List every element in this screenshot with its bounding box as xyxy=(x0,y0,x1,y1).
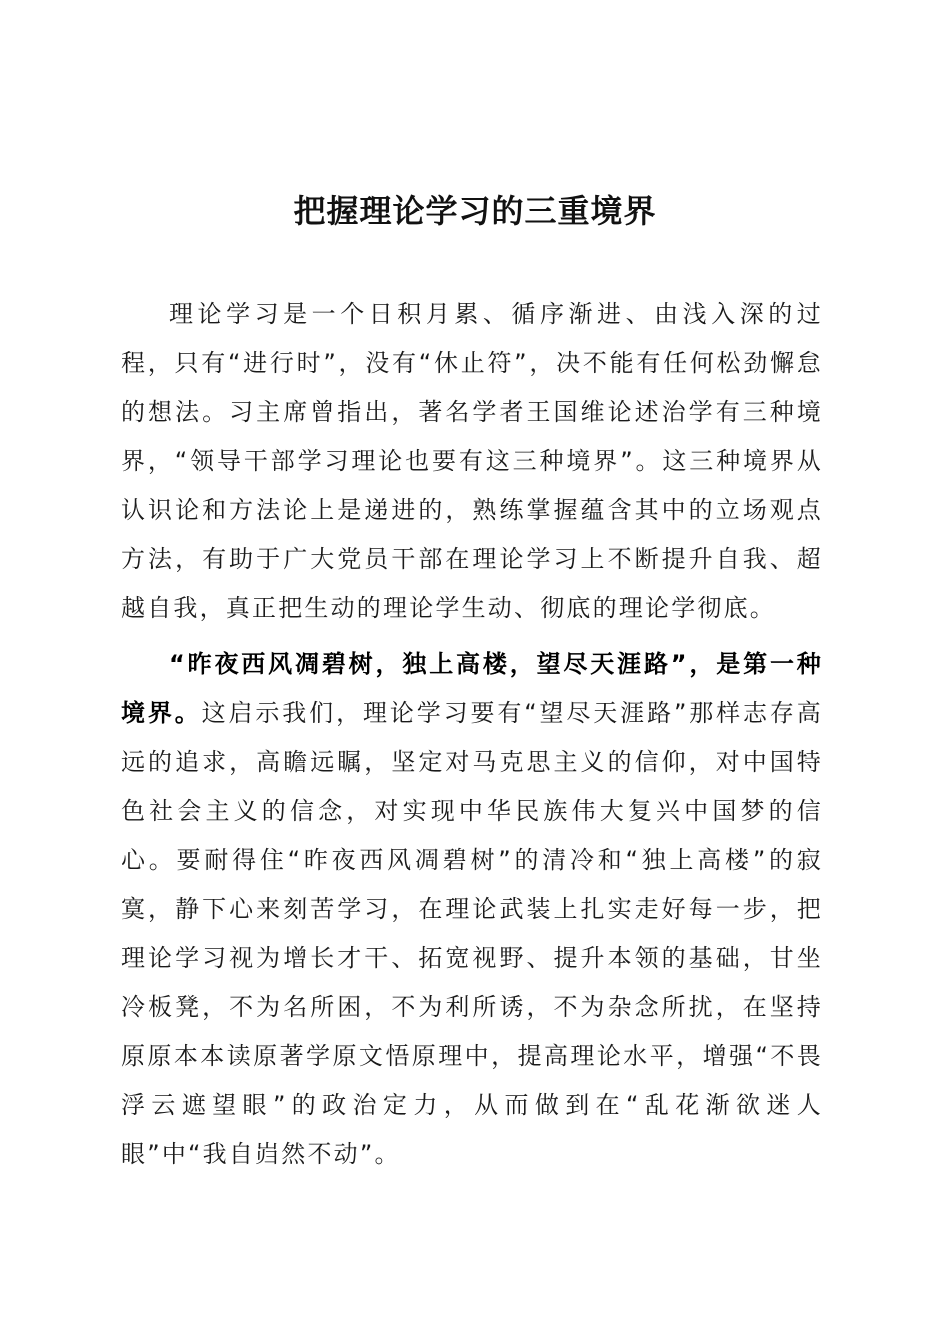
paragraph-intro: 理论学习是一个日积月累、循序渐进、由浅入深的过程，只有“进行时”，没有“休止符”，决不能有任何松劲懈怠的想法。习主席曾指出，著名学者王国维论述治学有三种境界，“领导干部学习理论也要有这三种境界”。这三种境界从认识论和方法论上是递进的，熟练掌握蕴含其中的立场观点方法，有助于广大党员干部在理论学习上不断提升自我、超越自我，真正把生动的理论学生动、彻底的理论学彻底。 xyxy=(121,300,823,622)
paragraph-body: 这启示我们，理论学习要有“望尽天涯路”那样志存高远的追求，高瞻远瞩，坚定对马克思主义的信仰，对中国特色社会主义的信念，对实现中华民族伟大复兴中国梦的信心。要耐得住“昨夜西风凋碧树”的清冷和“独上高楼”的寂寞，静下心来刻苦学习，在理论武装上扎实走好每一步，把理论学习视为增长才干、拓宽视野、提升本领的基础，甘坐冷板凳，不为名所困，不为利所诱，不为杂念所扰，在坚持原原本本读原著学原文悟原理中，提高理论水平，增强“不畏浮云遮望眼”的政治定力，从而做到在“乱花渐欲迷人眼”中“我自岿然不动”。 xyxy=(121,699,823,1168)
paragraph-lead-quote: “昨夜西风凋碧树，独上高楼，望尽天涯路”，是第一种境界。 xyxy=(121,650,823,727)
paragraph-first-realm xyxy=(121,640,823,1179)
document-title: 把握理论学习的三重境界 xyxy=(293,192,657,230)
